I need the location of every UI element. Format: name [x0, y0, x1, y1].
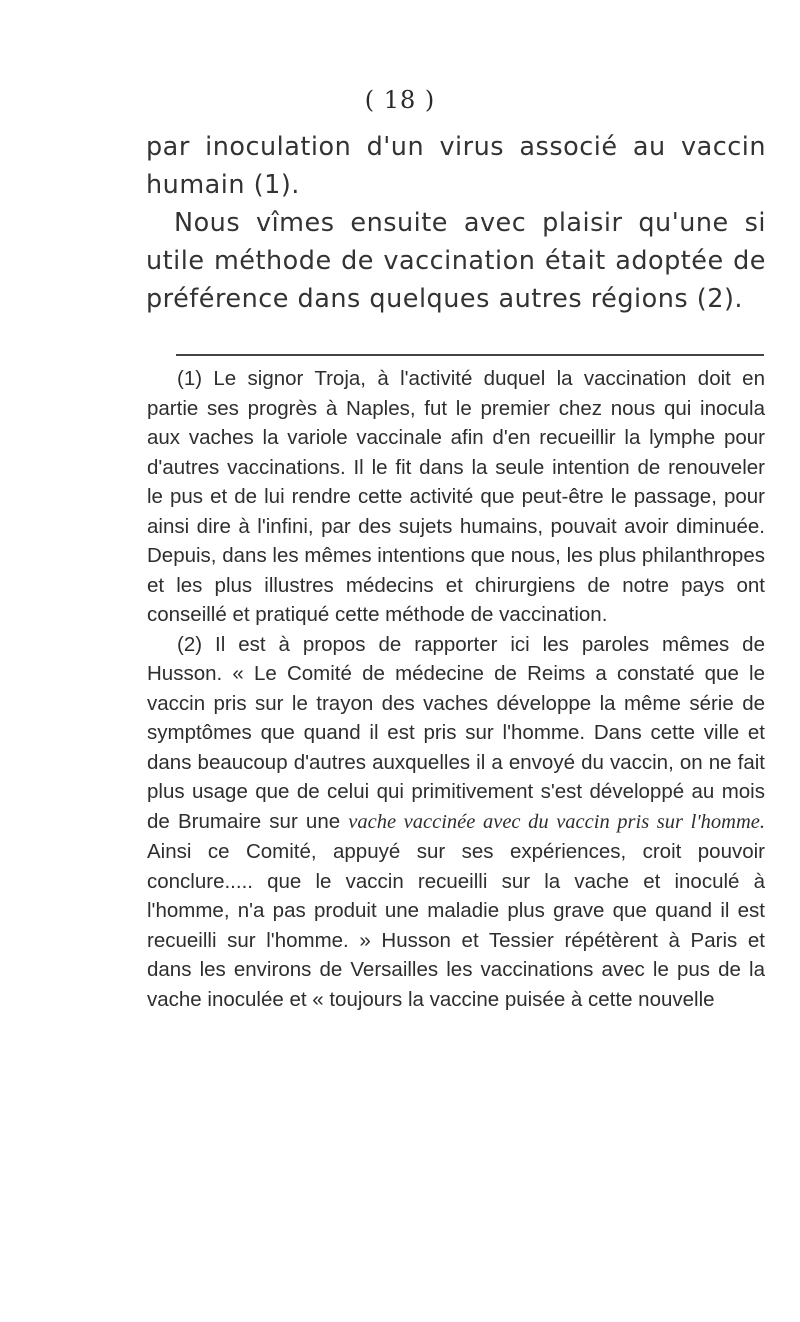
footnote-2-text-a: (2) Il est à propos de rapporter ici les paroles mêmes de Husson. « Le Comité de médecine de Reims a constaté que le vaccin pris sur le trayon des vaches développe la même série de symptômes que quand il est pris sur l'homme. Dans cette ville et dans beaucoup d'autres auxquelles il a envoyé du vaccin, on ne fait plus usage que de celui qui primitivement s'est développé au mois de Brumaire sur une	[147, 632, 765, 833]
footnote-2-italic: vache vaccinée avec du vaccin pris sur l'homme.	[348, 810, 765, 833]
footnotes	[147, 364, 765, 1014]
footnote-1: (1) Le signor Troja, à l'activité duquel la vaccination doit en partie ses progrès à Naples, fut le premier chez nous qui inocula aux vaches la variole vaccinale afin d'en recueillir la lymphe pour d'autres vaccinations. Il le fit dans la seule intention de renouveler le pus et de lui rendre cette activité que peut-être le passage, pour ainsi dire à l'infini, par des sujets humains, pouvait avoir diminuée. Depuis, dans les mêmes intentions que nous, les plus philanthropes et les plus illustres médecins et chirurgiens de notre pays ont conseillé et pratiqué cette méthode de vaccination.	[147, 367, 765, 626]
body-paragraph-1: par inoculation d'un virus associé au vaccin humain (1).	[146, 132, 766, 200]
footnote-separator	[176, 354, 764, 356]
main-text	[146, 128, 766, 318]
footnote-2	[147, 630, 765, 1015]
footnote-2-text-b: Ainsi ce Comité, appuyé sur ses expériences, croit pouvoir conclure..... que le vaccin recueilli sur la vache et inoculé à l'homme, n'a pas produit une maladie plus grave que quand il est recueilli sur l'homme. » Husson et Tessier répétèrent à Paris et dans les environs de Versailles les vaccinations avec le pus de la vache inoculée et « toujours la vaccine puisée à cette nouvelle	[147, 840, 765, 1011]
page-number: ( 18 )	[364, 86, 436, 114]
body-paragraph-2: Nous vîmes ensuite avec plaisir qu'une si utile méthode de vaccination était adoptée de préférence dans quelques autres régions (2).	[146, 208, 766, 314]
